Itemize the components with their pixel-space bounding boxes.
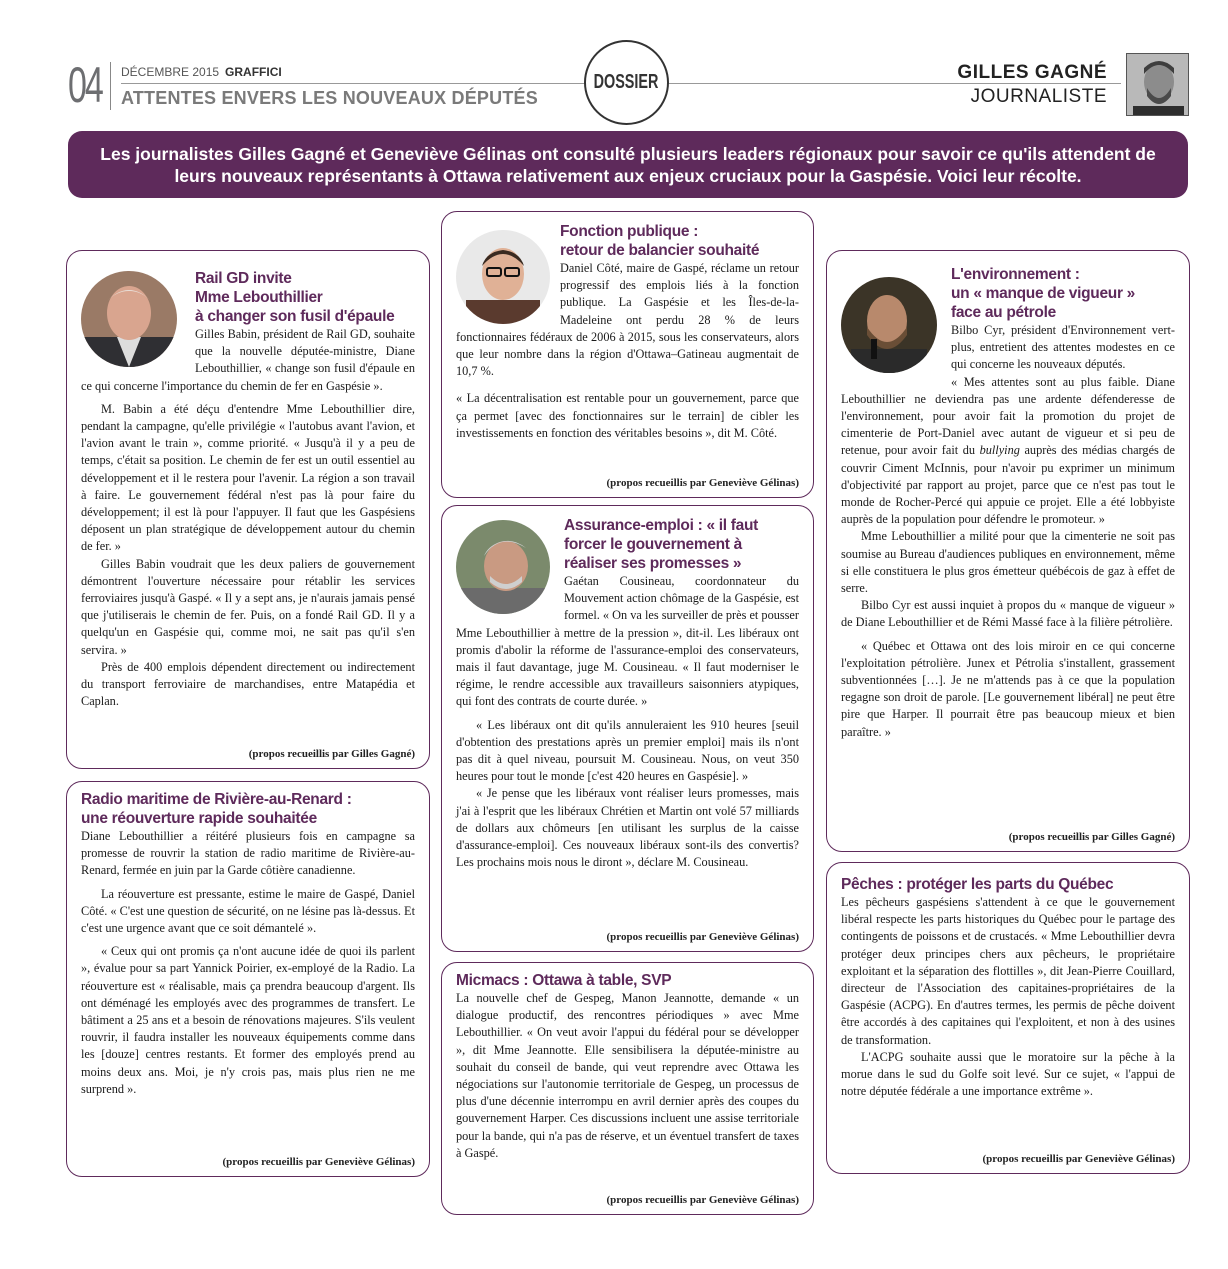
article-rail-gd [66,250,430,769]
article-title: L'environnement : un « manque de vigueur » face au pétrole [951,266,1136,321]
credit-line: (propos recueillis par Geneviève Gélinas) [982,1153,1175,1165]
article-peches [826,862,1190,1174]
paragraph: Près de 400 emplois dépendent directement ou indirectement du transport ferroviaire de marchandises, entre Matapédia et Caplan. [81,659,415,709]
paragraph: Daniel Côté, maire de Gaspé, réclame un retour progressif des emplois liés à la fonction publique. La Gaspésie et les Îles-de-la-Madeleine ont perdu 28 % de leurs fonctionnaires fédéraux de 2006 à 2015, sous les conservateurs, alors que leur nombre dans la région d'Ottawa–Gatineau augmentait de 10,7 %. [456,261,799,379]
paragraph: Gaétan Cousineau, coordonnateur du Mouvement action chômage de la Gaspésie, est formel. « On va les surveiller de près et pousser Mme Lebouthillier à mettre de la pression », dit-il. Les libéraux ont promis d'abolir la réforme de l'assurance-emploi des conservateurs, mais il faut davantage, juge M. Cousineau. « Il faut moderniser le régime, le rendre accessible aux travailleurs saisonniers atypiques, qui font des contrats de courte durée. » [456,574,799,709]
article-fonction-publique [441,211,814,498]
paragraph: La nouvelle chef de Gespeg, Manon Jeannotte, demande « un dialogue productif, des rencontres périodiques » avec Mme Lebouthillier. « On veut avoir l'appui du fédéral pour se développer », dit Mme Jeannotte. Elle sensibilisera la députée-ministre au souhait du conseil de bande, qui veut reprendre avec Ottawa les négociations sur l'autonomie territoriale de Gespeg, un processus de plus d'une décennie interrompu en avril dernier après des coupes du gouvernement Harper. Ces discussions incluent une assise territoriale pour la bande, qui n'a pas de réserve, et un éventuel transfert de taxes à Gaspé. [456,991,799,1160]
article-title: Fonction publique : retour de balancier souhaité [560,223,760,259]
article-radio-maritime [66,781,430,1177]
section-title: ATTENTES ENVERS LES NOUVEAUX DÉPUTÉS [121,88,538,108]
paragraph: « Je pense que les libéraux vont réaliser leurs promesses, mais j'ai à l'esprit que les libéraux Chrétien et Martin ont volé 57 milliards de dollars aux chômeurs [en utilisant les surplus de la caisse d'assurance-emploi]. Ces nouveaux libéraux sont-ils des convertis? Les prochains mois nous le diront », déclare M. Cousineau. [456,786,799,870]
dossier-badge: DOSSIER [584,40,669,125]
paragraph: « Les libéraux ont dit qu'ils annuleraient les 910 heures [seuil d'obtention des prestations après un premier emploi] mais ils n'ont pas dit à quel niveau, poursuit M. Cousineau. Nous, on veut 350 heures pour tout le monde [c'est 420 heures en Gaspésie]. » [456,717,799,784]
paragraph: L'ACPG souhaite aussi que le moratoire sur la pêche à la morue dans le sud du Golfe soit levé. Sur ce sujet, « l'appui de notre députée fédérale a une importance extrême ». [841,1049,1175,1099]
page-number: 04 [68,57,102,113]
credit-line: (propos recueillis par Geneviève Gélinas) [606,1194,799,1206]
paragraph: Gilles Babin, président de Rail GD, souhaite que la nouvelle députée-ministre, Diane Lebouthillier, « change son fusil d'épaule en ce qui concerne l'importance du chemin de fer en Gaspésie ». [81,327,415,393]
portrait-photo [841,277,937,373]
paragraph: Mme Lebouthillier a milité pour que la cimenterie ne soit pas soumise au Bureau d'audiences publiques en environnement, même si elle constituera le plus gros émetteur québécois de gaz à effet de serre. [841,529,1175,596]
issue-line [121,65,282,79]
credit-line: (propos recueillis par Gilles Gagné) [1008,831,1175,843]
credit-line: (propos recueillis par Geneviève Gélinas) [606,477,799,489]
article-assurance-emploi [441,505,814,952]
paragraph: « Ceux qui ont promis ça n'ont aucune idée de quoi ils parlent », évalue pour sa part Yannick Poirier, ex-employé de la Radio. La réouverture est « réalisable, mais ça prendra beaucoup d'argent. Ils ont déménagé les employés avec des programmes de transfert. Le bâtiment a 25 ans et a besoin de rénovations majeures. S'ils veulent rouvrir, il faudra installer les nouveaux équipements comme dans les [douze] centres restants. Et former des employés prend au moins deux ans. Moi, je n'y crois pas, mais plus rien ne me surprend ». [81,944,415,1096]
paragraph: La réouverture est pressante, estime le maire de Gaspé, Daniel Côté. « C'est une question de sécurité, on ne lésine pas là-dessus. Et c'est une urgence avant que ce soit démantelé ». [81,886,415,936]
credit-line: (propos recueillis par Gilles Gagné) [248,748,415,760]
issue-date: DÉCEMBRE 2015 [121,65,220,79]
paragraph: Les pêcheurs gaspésiens s'attendent à ce que le gouvernement libéral respecte les parts historiques du Québec pour le partage des contingents de poissons et de crustacés. « Mme Lebouthillier devra protéger deux principes chers aux pêcheurs, le propriétaire exploitant et la séparation des flottilles », dit Jean-Pierre Couillard, directeur de l'Association des capitaines-propriétaires de la Gaspésie (ACPG). En d'autres termes, les permis de pêche doivent être accordés à des capitaines qui l'exploitent, et non à des usines de transformation. [841,895,1175,1047]
author-photo [1126,53,1189,116]
article-title: Radio maritime de Rivière-au-Renard : une réouverture rapide souhaitée [81,791,352,827]
article-title: Rail GD invite Mme Lebouthillier à changer son fusil d'épaule [195,270,395,325]
portrait-photo [81,271,177,367]
paragraph: Bilbo Cyr, président d'Environnement vert-plus, entretient des attentes modestes en ce qui concerne les nouveaux députés. [951,323,1175,372]
paragraph: M. Babin a été déçu d'entendre Mme Lebouthillier dire, pendant la campagne, qu'elle privilégie « l'autobus avant l'avion, et l'avion avant le train », comme priorité. « Jusqu'à il y a peu de temps, c'était sa position. Le chemin de fer est un outil essentiel au développement et il le restera pour l'avenir. La région a son travail à faire. Le gouvernement fédéral n'est pas là pour faire du développement; il est là pour l'appuyer. Il faut que les Gaspésiens déposent un plan stratégique de développement autour du chemin de fer. » [81,401,415,554]
author-role: JOURNALISTE [970,86,1107,107]
intro-banner: Les journalistes Gilles Gagné et Geneviève Gélinas ont consulté plusieurs leaders régionaux pour savoir ce qu'ils attendent de leurs nouveaux représentants à Ottawa relativement aux enjeux cruciaux pour la Gaspésie. Voici leur récolte. [68,131,1188,198]
article-title: Micmacs : Ottawa à table, SVP [456,972,672,989]
article-environnement [826,250,1190,852]
author-name: GILLES GAGNÉ [957,62,1107,83]
paragraph: Bilbo Cyr est aussi inquiet à propos du « manque de vigueur » de Diane Lebouthillier et de Rémi Massé face à la filière pétrolière. [841,598,1175,630]
header-divider [110,62,111,110]
portrait-photo [456,230,550,324]
portrait-photo [456,520,550,614]
article-micmacs [441,962,814,1215]
article-title: Assurance-emploi : « il faut forcer le gouvernement à réaliser ses promesses » [564,517,759,572]
publication-name: GRAFFICI [225,65,282,79]
paragraph: « Québec et Ottawa ont des lois miroir en ce qui concerne l'exploitation pétrolière. Junex et Pétrolia s'installent, grassement subventionnées […]. Je ne m'attends pas à ce que la population regagne son droit de parole. [Le gouvernement libéral] ne peut être pire que Harper. Il pourrait être pas beaucoup mieux et bien paraître. » [841,638,1175,739]
paragraph: Diane Lebouthillier a réitéré plusieurs fois en campagne sa promesse de rouvrir la station de radio maritime de Rivière-au-Renard, fermée en juin par la Garde côtière canadienne. [81,829,415,878]
credit-line: (propos recueillis par Geneviève Gélinas) [222,1156,415,1168]
credit-line: (propos recueillis par Geneviève Gélinas) [606,931,799,943]
paragraph: Gilles Babin voudrait que les deux paliers de gouvernement démontrent l'ouverture nécessaire pour rétablir les services ferroviaires jusqu'à Gaspé. « Il y a sept ans, je n'aurais jamais pensé que j'utiliserais le chemin de fer. Puis, on a fondé Rail GD. Il y a quelqu'un en Gaspésie qui, comme moi, ne sait pas qu'il s'en servira. » [81,556,415,657]
article-title: Pêches : protéger les parts du Québec [841,876,1114,893]
paragraph: « La décentralisation est rentable pour un gouvernement, parce que ça permet [avec des fonctionnaires sur le terrain] de cibler les investissements en fonction des véritables besoins », dit M. Côté. [456,391,799,440]
paragraph: « Mes attentes sont au plus faible. Diane Lebouthillier ne deviendra pas une ardente défenderesse de l'environnement, pour avoir fait la promotion du projet de cimenterie de Port-Daniel avec autant de vigueur et si peu de retenue, pour avoir fait du bullying auprès des médias chargés de couvrir Ciment McInnis, pour n'avoir pu exprimer un minimum d'objectivité par rapport au projet, parce que ce n'est pas tout le monde de Rocher-Percé qui appuie ce projet. Elle a été lobbyiste auprès de la population pour défendre le promoteur. » [841,374,1175,527]
